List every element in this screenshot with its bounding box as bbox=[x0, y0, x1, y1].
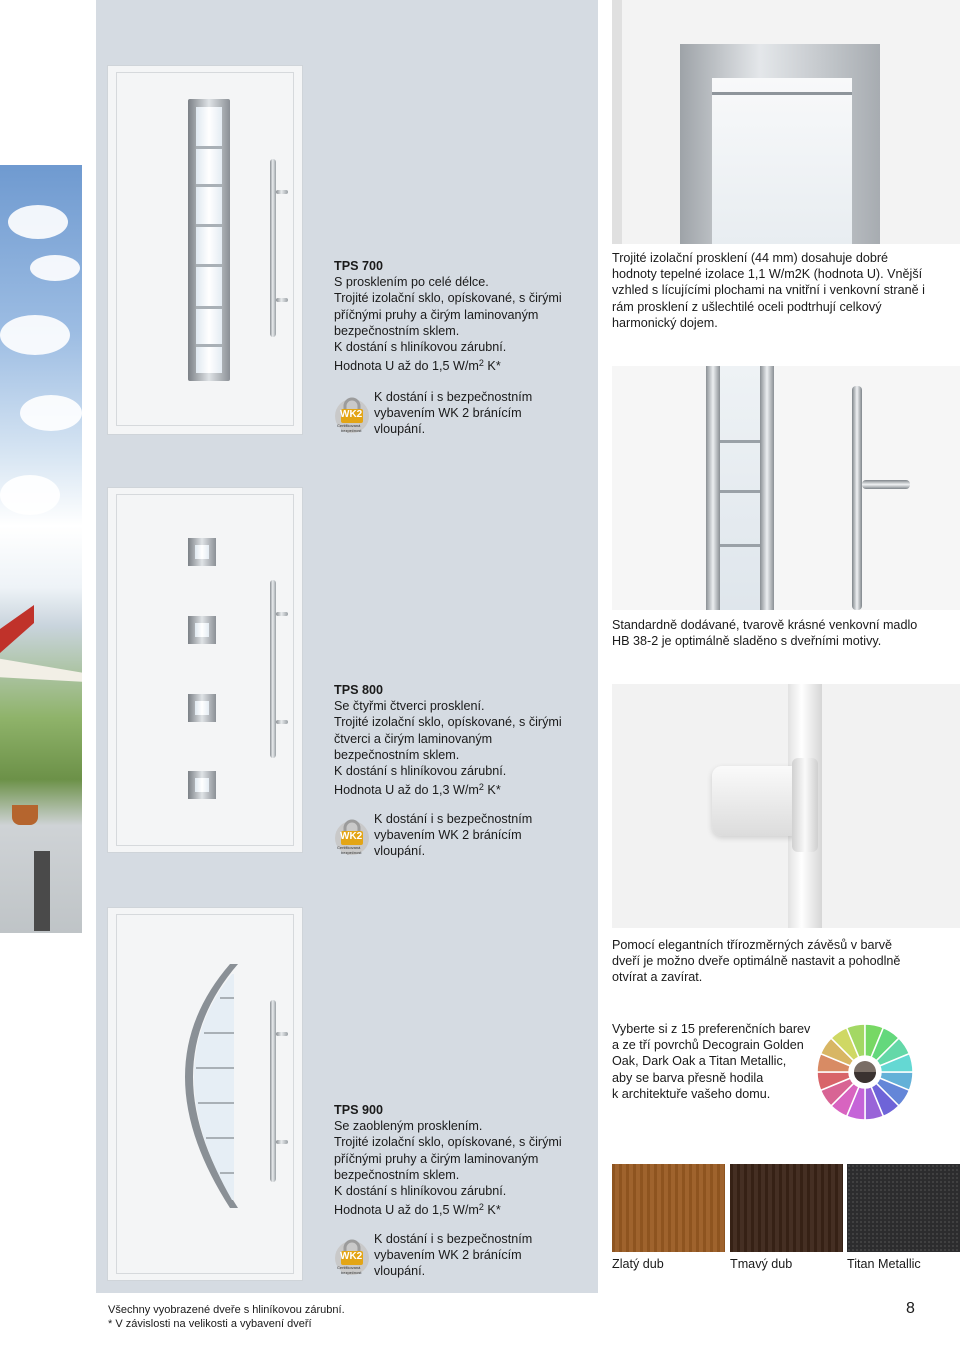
tps700-model: TPS 700 bbox=[334, 259, 384, 273]
tps900-line: příčnými pruhy a čirým laminovaným bbox=[334, 1151, 539, 1166]
badge-mark: WK2 bbox=[340, 1251, 363, 1262]
swatch-label-titan-metallic: Titan Metallic bbox=[847, 1257, 921, 1271]
badge-mark: WK2 bbox=[340, 831, 363, 842]
wk2-security-badge bbox=[332, 394, 372, 434]
tps700-line: K dostání s hliníkovou zárubní. bbox=[334, 340, 507, 355]
colors-caption: Vyberte si z 15 preferenčních barev a ze tří povrchů Decograin Golden Oak, Dark Oak a Titan Metallic, aby se barva přesně hodila k architektuře vašeho domu. bbox=[612, 1022, 811, 1101]
door-tps800-image bbox=[108, 488, 302, 852]
tps800-model: TPS 800 bbox=[334, 683, 384, 697]
handle-caption: Standardně dodávané, tvarově krásné venkovní madlo HB 38-2 je optimálně sladěno s dveřními motivy. bbox=[612, 618, 918, 649]
footer-note-2: * V závislosti na velikosti a vybavení dveří bbox=[108, 1318, 312, 1330]
footer-note-1: Všechny vyobrazené dveře s hliníkovou zárubní. bbox=[108, 1304, 345, 1316]
tps900-model: TPS 900 bbox=[334, 1103, 384, 1117]
tps900-u-value: Hodnota U až do 1,5 $W/m^2$ K* bbox=[334, 1202, 501, 1218]
tps900-security-note: K dostání i s bezpečnostním vybavením WK 2 bránícím vloupání. bbox=[374, 1232, 533, 1279]
tps800-line: bezpečnostním sklem. bbox=[334, 747, 460, 762]
hinge-caption: Pomocí elegantních třírozměrných závěsů v barvě dveří je možno dveře optimálně nastavit a pohodlně otvírat a zavírat. bbox=[612, 938, 901, 985]
tps800-u-value: Hodnota U až do 1,3 $W/m^2$ K* bbox=[334, 782, 501, 798]
wk2-security-badge bbox=[332, 1236, 372, 1276]
badge-text-1: Certifikovaná bbox=[337, 1265, 361, 1270]
swatch-dark-oak bbox=[730, 1164, 843, 1252]
tps700-line: Trojité izolační sklo, opískované, s čirými bbox=[334, 291, 562, 306]
glazing-caption: Trojité izolační prosklení (44 mm) dosahuje dobré hodnoty tepelné izolace 1,1 W/m2K (hodnota U). Vnější vzhled s lícujícími plochami na vnitřní i venkovní straně i rám prosklení z ušlechtilé oceli podtrhují celkový harmonický dojem. bbox=[612, 251, 925, 330]
badge-text-2: bezpečnost bbox=[341, 1270, 362, 1275]
tps900-line: Se zaobleným prosklením. bbox=[334, 1119, 483, 1134]
tps800-line: čtverci a čirým laminovaným bbox=[334, 731, 493, 746]
tps700-line: příčnými pruhy a čirým laminovaným bbox=[334, 307, 539, 322]
tps800-description bbox=[334, 682, 562, 798]
badge-text-2: bezpečnost bbox=[341, 428, 362, 433]
tps800-line: Se čtyřmi čtverci prosklení. bbox=[334, 699, 485, 714]
tps700-u-value: Hodnota U až do 1,5 $W/m^2$ K* bbox=[334, 358, 501, 374]
badge-text-2: bezpečnost bbox=[341, 850, 362, 855]
page-number: 8 bbox=[906, 1300, 915, 1317]
tps800-security-note: K dostání i s bezpečnostním vybavením WK 2 bránícím vloupání. bbox=[374, 812, 533, 859]
tps800-line: Trojité izolační sklo, opískované, s čirými bbox=[334, 715, 562, 730]
tps800-line: K dostání s hliníkovou zárubní. bbox=[334, 764, 507, 779]
tps900-line: bezpečnostním sklem. bbox=[334, 1167, 460, 1182]
tps700-description bbox=[334, 258, 562, 374]
tps700-security-note: K dostání i s bezpečnostním vybavením WK 2 bránícím vloupání. bbox=[374, 390, 533, 437]
house-photo-strip bbox=[0, 165, 82, 933]
door-tps700-image bbox=[108, 66, 302, 434]
hinge-detail-photo bbox=[612, 684, 960, 928]
tps900-description bbox=[334, 1102, 562, 1218]
door-tps900-image bbox=[108, 908, 302, 1280]
tps900-line: Trojité izolační sklo, opískované, s čirými bbox=[334, 1135, 562, 1150]
tps700-line: bezpečnostním sklem. bbox=[334, 323, 460, 338]
badge-text-1: Certifikovaná bbox=[337, 423, 361, 428]
badge-mark: WK2 bbox=[340, 409, 363, 420]
tps700-line: S prosklením po celé délce. bbox=[334, 275, 489, 290]
handle-detail-photo bbox=[612, 366, 960, 610]
swatch-golden-oak bbox=[612, 1164, 725, 1252]
swatch-label-dark-oak: Tmavý dub bbox=[730, 1257, 793, 1271]
swatch-label-golden-oak: Zlatý dub bbox=[612, 1257, 664, 1271]
glazing-detail-photo bbox=[612, 0, 960, 244]
color-wheel-icon bbox=[815, 1022, 915, 1122]
tps900-line: K dostání s hliníkovou zárubní. bbox=[334, 1184, 507, 1199]
badge-text-1: Certifikovaná bbox=[337, 845, 361, 850]
swatch-titan-metallic bbox=[847, 1164, 960, 1252]
wk2-security-badge bbox=[332, 816, 372, 856]
